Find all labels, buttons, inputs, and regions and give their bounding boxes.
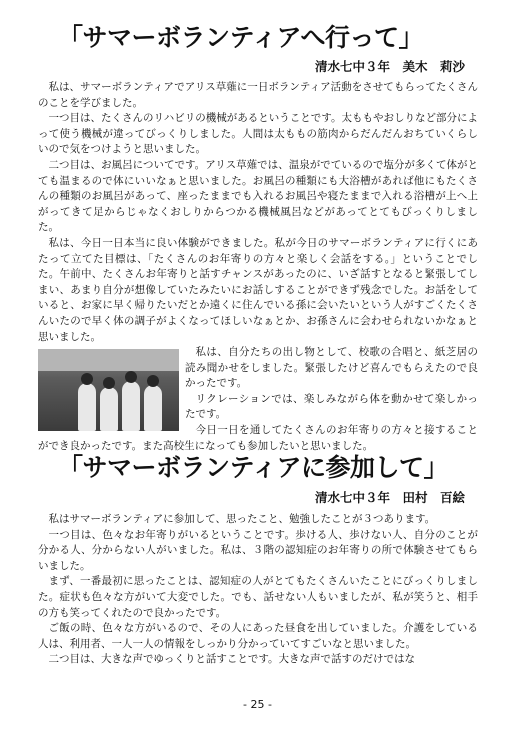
paragraph: まず、一番最初に思ったことは、認知症の人がとてもたくさんいたことにびっくりしました。症状も色々な方がいて大変でした。でも、話せない人もいましたが、私が笑うと、相手の方も笑ってくれたので良かったです。: [38, 575, 478, 619]
article-1-body: [38, 80, 478, 454]
photo-person: [144, 385, 162, 431]
photo-banner: [38, 349, 179, 371]
photo-head: [125, 371, 137, 383]
photo-person: [78, 383, 96, 431]
photo-person: [122, 381, 140, 431]
page-number: - 25 -: [243, 698, 272, 711]
paragraph: 二つ目は、大きな声でゆっくりと話すことです。大きな声で話すのだけではな: [48, 653, 416, 666]
paragraph: 一つ目は、色々なお年寄りがいるということです。歩ける人、歩けない人、自分のことが分かる人、分からない人がいました。私は、３階の認知症のお年寄りの所で体験させてもらいました。: [38, 528, 478, 572]
article-2-title: 「サマーボランティアに参加して」: [58, 453, 449, 482]
paragraph: 私は、サマーボランティアでアリス草薙に一日ボランティア活動をさせてもらってたくさんのことを学びました。: [38, 81, 478, 109]
article-2-body: [38, 512, 478, 668]
paragraph: 私はサマーボランティアに参加して、思ったこと、勉強したことが３つあります。: [48, 513, 436, 525]
photo-head: [103, 377, 115, 389]
paragraph: ご飯の時、色々な方がいるので、その人にあった昼食を出していました。介護をしている人は、利用者、一人一人の情報をしっかり分かっていてすごいなと思いました。: [38, 622, 478, 650]
photo-head: [147, 375, 159, 387]
photo-head: [81, 373, 93, 385]
paragraph: 一つ目は、たくさんのリハビリの機械があるということです。太ももやおしりなど部分によって使う機械が違ってびっくりしました。人間は太ももの筋肉からだんだんおちていくらしいので気をつけようと思いました。: [38, 112, 478, 156]
paragraph: 二つ目は、お風呂についてです。アリス草薙では、温泉がでているので塩分が多くて体がとても温まるので体にいいなぁと思いました。お風呂の種類にも大浴槽があれば他にもたくさんの種類のお風呂があって、座ったままでも入れるお風呂や寝たままで入れる浴槽が上へ上がってきて足からじゃなくおしりからつかる機械風呂などがあってとてもびっくりしました。: [38, 158, 478, 234]
paragraph: リクレーションでは、楽しみながら体を動かせて楽しかったです。: [185, 392, 478, 421]
article-1-title: 「サマーボランティアへ行って」: [58, 23, 424, 52]
article-2-byline: 清水七中３年 田村 百絵: [314, 490, 465, 505]
photo-person: [100, 387, 118, 431]
paragraph: 私は、今日一日本当に良い体験ができました。私が今日のサマーボランティアに行くにあたって立てた目標は、「たくさんのお年寄りの方々と楽しく会話をする。」ということでした。午前中、たくさんお年寄りと話すチャンスがあったのに、いざ話すとなると緊張してしまい、あまり自分が想像していたみたいにお話しすることができず残念でした。お話をしていると、お家に早く帰りたいだとか遠くに住んでいる孫に会いたいという人がすごくたくさんいたので早く体の調子がよくなってほしいなぁとか、お孫さんに会わせられないかなぁと思いました。: [38, 236, 478, 343]
volunteer-photo: [38, 349, 179, 431]
paragraph: 今日一日を通してたくさんのお年寄りの方々と接することができ良かったです。また高校生になっても参加したいと思いました。: [38, 424, 478, 452]
paragraph: 私は、自分たちの出し物として、校歌の合唱と、紙芝居の読み聞かせをしました。緊張したけど喜んでもらえたので良かったです。: [185, 346, 478, 390]
article-1-byline: 清水七中３年 美木 莉沙: [314, 59, 465, 74]
